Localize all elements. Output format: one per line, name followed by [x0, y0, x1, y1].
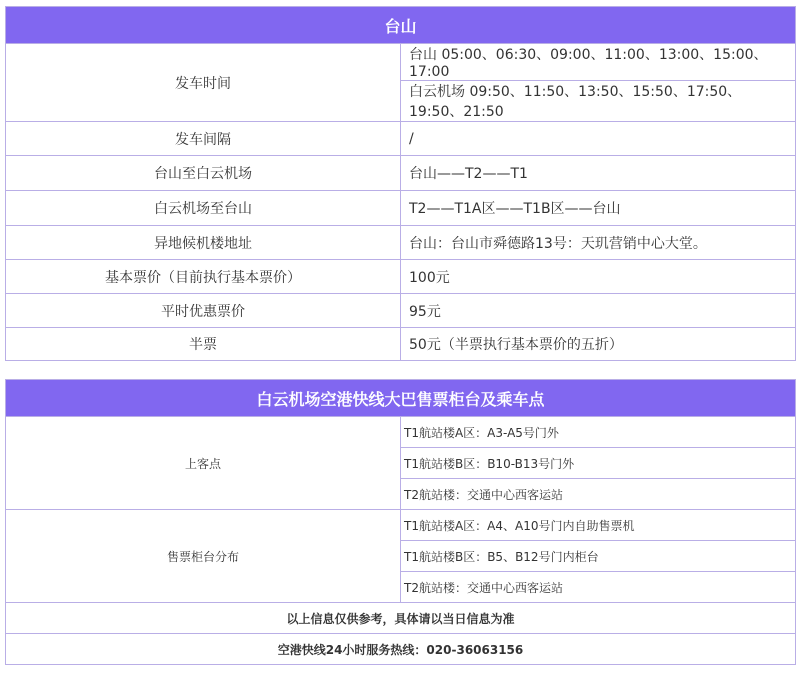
route-from-airport-value: T2——T1A区——T1B区——台山	[401, 191, 796, 226]
boarding-point-t1a: T1航站楼A区：A3-A5号门外	[401, 417, 796, 448]
disclaimer-note: 以上信息仅供参考，具体请以当日信息为准	[6, 603, 796, 634]
interval-value: /	[401, 122, 796, 156]
half-fare-value: 50元（半票执行基本票价的五折）	[401, 328, 796, 361]
ticket-counter-t1b: T1航站楼B区：B5、B12号门内柜台	[401, 541, 796, 572]
schedule-title: 台山	[6, 7, 796, 44]
half-fare-label: 半票	[6, 328, 401, 361]
base-fare-label: 基本票价（目前执行基本票价）	[6, 260, 401, 294]
base-fare-value: 100元	[401, 260, 796, 294]
route-from-airport-label: 白云机场至台山	[6, 191, 401, 226]
departure-time-label: 发车时间	[6, 44, 401, 122]
departure-time-airport: 白云机场 09:50、11:50、13:50、15:50、17:50、19:50、21:50	[401, 81, 796, 122]
discount-fare-value: 95元	[401, 294, 796, 328]
schedule-table	[5, 6, 796, 361]
ticket-counter-t1a: T1航站楼A区：A4、A10号门内自助售票机	[401, 510, 796, 541]
terminal-address-value: 台山：台山市舜德路13号：天玑营销中心大堂。	[401, 226, 796, 260]
boarding-point-t2: T2航站楼：交通中心西客运站	[401, 479, 796, 510]
boarding-point-t1b: T1航站楼B区：B10-B13号门外	[401, 448, 796, 479]
ticket-counter-t2: T2航站楼：交通中心西客运站	[401, 572, 796, 603]
counters-title: 白云机场空港快线大巴售票柜台及乘车点	[6, 380, 796, 417]
service-hotline: 空港快线24小时服务热线：020-36063156	[6, 634, 796, 665]
boarding-points-label: 上客点	[6, 417, 401, 510]
counters-table	[5, 379, 796, 665]
departure-time-taishan: 台山 05:00、06:30、09:00、11:00、13:00、15:00、17:00	[401, 44, 796, 81]
interval-label: 发车间隔	[6, 122, 401, 156]
route-to-airport-label: 台山至白云机场	[6, 156, 401, 191]
discount-fare-label: 平时优惠票价	[6, 294, 401, 328]
ticket-counters-label: 售票柜台分布	[6, 510, 401, 603]
route-to-airport-value: 台山——T2——T1	[401, 156, 796, 191]
terminal-address-label: 异地候机楼地址	[6, 226, 401, 260]
